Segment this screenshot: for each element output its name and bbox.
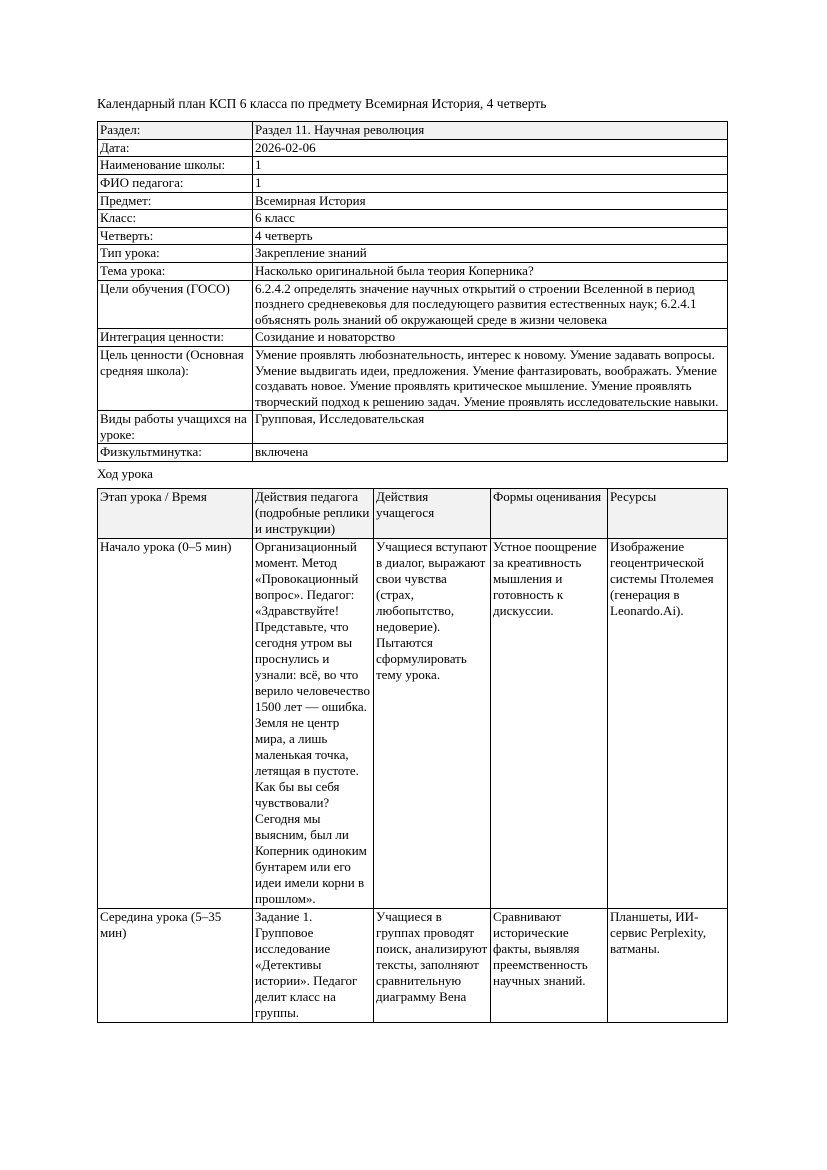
student-actions-cell: Учащиеся в группах проводят поиск, анализируют тексты, заполняют сравнительную диаграмму Вена bbox=[374, 908, 491, 1022]
assessment-cell: Сравнивают исторические факты, выявляя преемственность научных знаний. bbox=[491, 908, 608, 1022]
table-row bbox=[98, 122, 728, 140]
stage-cell: Начало урока (0–5 мин) bbox=[98, 538, 253, 908]
info-value: Групповая, Исследовательская bbox=[253, 411, 728, 444]
info-value: Насколько оригинальной была теория Коперника? bbox=[253, 262, 728, 280]
table-row bbox=[98, 210, 728, 228]
table-row bbox=[98, 139, 728, 157]
info-label: Класс: bbox=[98, 210, 253, 228]
info-label: Цель ценности (Основная средняя школа): bbox=[98, 346, 253, 410]
info-value: Умение проявлять любознательность, интерес к новому. Умение задавать вопросы. Умение выдвигать идеи, предложения. Умение фантазировать, воображать. Умение создавать новое. Умение проявлять критическое мышление. Умение проявлять творческий подход к решению задач. Умение проявлять исследовательские навыки. bbox=[253, 346, 728, 410]
table-row bbox=[98, 227, 728, 245]
info-value: Закрепление знаний bbox=[253, 245, 728, 263]
column-header-teacher-actions: Действия педагога (подробные реплики и инструкции) bbox=[253, 488, 374, 538]
table-row bbox=[98, 346, 728, 410]
info-label: Интеграция ценности: bbox=[98, 329, 253, 347]
info-value: включена bbox=[253, 444, 728, 462]
student-actions-cell: Учащиеся вступают в диалог, выражают свои чувства (страх, любопытство, недоверие). Пытаются сформулировать тему урока. bbox=[374, 538, 491, 908]
table-row bbox=[98, 444, 728, 462]
table-row bbox=[98, 280, 728, 329]
teacher-actions-cell: Организационный момент. Метод «Провокационный вопрос». Педагог: «Здравствуйте! Представьте, что сегодня утром вы проснулись и узнали: всё, во что верило человечество 1500 лет — ошибка. Земля не центр мира, а лишь маленькая точка, летящая в пустоте. Как бы вы себя чувствовали? Сегодня мы выясним, был ли Коперник одиноким бунтарем или его идеи имели корни в прошлом». bbox=[253, 538, 374, 908]
table-row bbox=[98, 174, 728, 192]
info-value: 1 bbox=[253, 174, 728, 192]
info-value: 2026-02-06 bbox=[253, 139, 728, 157]
table-row bbox=[98, 192, 728, 210]
info-value: 1 bbox=[253, 157, 728, 175]
column-header-stage: Этап урока / Время bbox=[98, 488, 253, 538]
resources-cell: Изображение геоцентрической системы Птолемея (генерация в Leonardo.Ai). bbox=[608, 538, 728, 908]
table-row bbox=[98, 262, 728, 280]
assessment-cell: Устное поощрение за креативность мышления и готовность к дискуссии. bbox=[491, 538, 608, 908]
table-row bbox=[98, 245, 728, 263]
info-label: Физкультминутка: bbox=[98, 444, 253, 462]
table-row bbox=[98, 329, 728, 347]
info-value: Созидание и новаторство bbox=[253, 329, 728, 347]
teacher-actions-cell: Задание 1. Групповое исследование «Детективы истории». Педагог делит класс на группы. bbox=[253, 908, 374, 1022]
lesson-flow-heading: Ход урока bbox=[97, 466, 153, 482]
info-label: Дата: bbox=[98, 139, 253, 157]
lesson-table bbox=[97, 488, 728, 1023]
info-label: Наименование школы: bbox=[98, 157, 253, 175]
info-value: Раздел 11. Научная революция bbox=[253, 122, 728, 140]
column-header-assessment: Формы оценивания bbox=[491, 488, 608, 538]
resources-cell: Планшеты, ИИ-сервис Perplexity, ватманы. bbox=[608, 908, 728, 1022]
info-label: Тип урока: bbox=[98, 245, 253, 263]
info-label: Тема урока: bbox=[98, 262, 253, 280]
info-value: 4 четверть bbox=[253, 227, 728, 245]
column-header-resources: Ресурсы bbox=[608, 488, 728, 538]
header-row bbox=[98, 488, 728, 538]
info-label: Виды работы учащихся на уроке: bbox=[98, 411, 253, 444]
table-row bbox=[98, 908, 728, 1022]
info-label: Предмет: bbox=[98, 192, 253, 210]
info-value: Всемирная История bbox=[253, 192, 728, 210]
info-label: ФИО педагога: bbox=[98, 174, 253, 192]
table-row bbox=[98, 157, 728, 175]
info-label: Четверть: bbox=[98, 227, 253, 245]
stage-cell: Середина урока (5–35 мин) bbox=[98, 908, 253, 1022]
info-table bbox=[97, 121, 728, 462]
info-value: 6.2.4.2 определять значение научных открытий о строении Вселенной в период позднего средневековья для последующего развития естественных наук; 6.2.4.1 объяснять роль знаний об окружающей среде в жизни человека bbox=[253, 280, 728, 329]
table-row bbox=[98, 411, 728, 444]
info-label: Раздел: bbox=[98, 122, 253, 140]
table-row bbox=[98, 538, 728, 908]
page-title: Календарный план КСП 6 класса по предмету Всемирная История, 4 четверть bbox=[97, 96, 547, 111]
column-header-student-actions: Действия учащегося bbox=[374, 488, 491, 538]
info-label: Цели обучения (ГОСО) bbox=[98, 280, 253, 329]
document-content bbox=[97, 96, 727, 1023]
info-value: 6 класс bbox=[253, 210, 728, 228]
